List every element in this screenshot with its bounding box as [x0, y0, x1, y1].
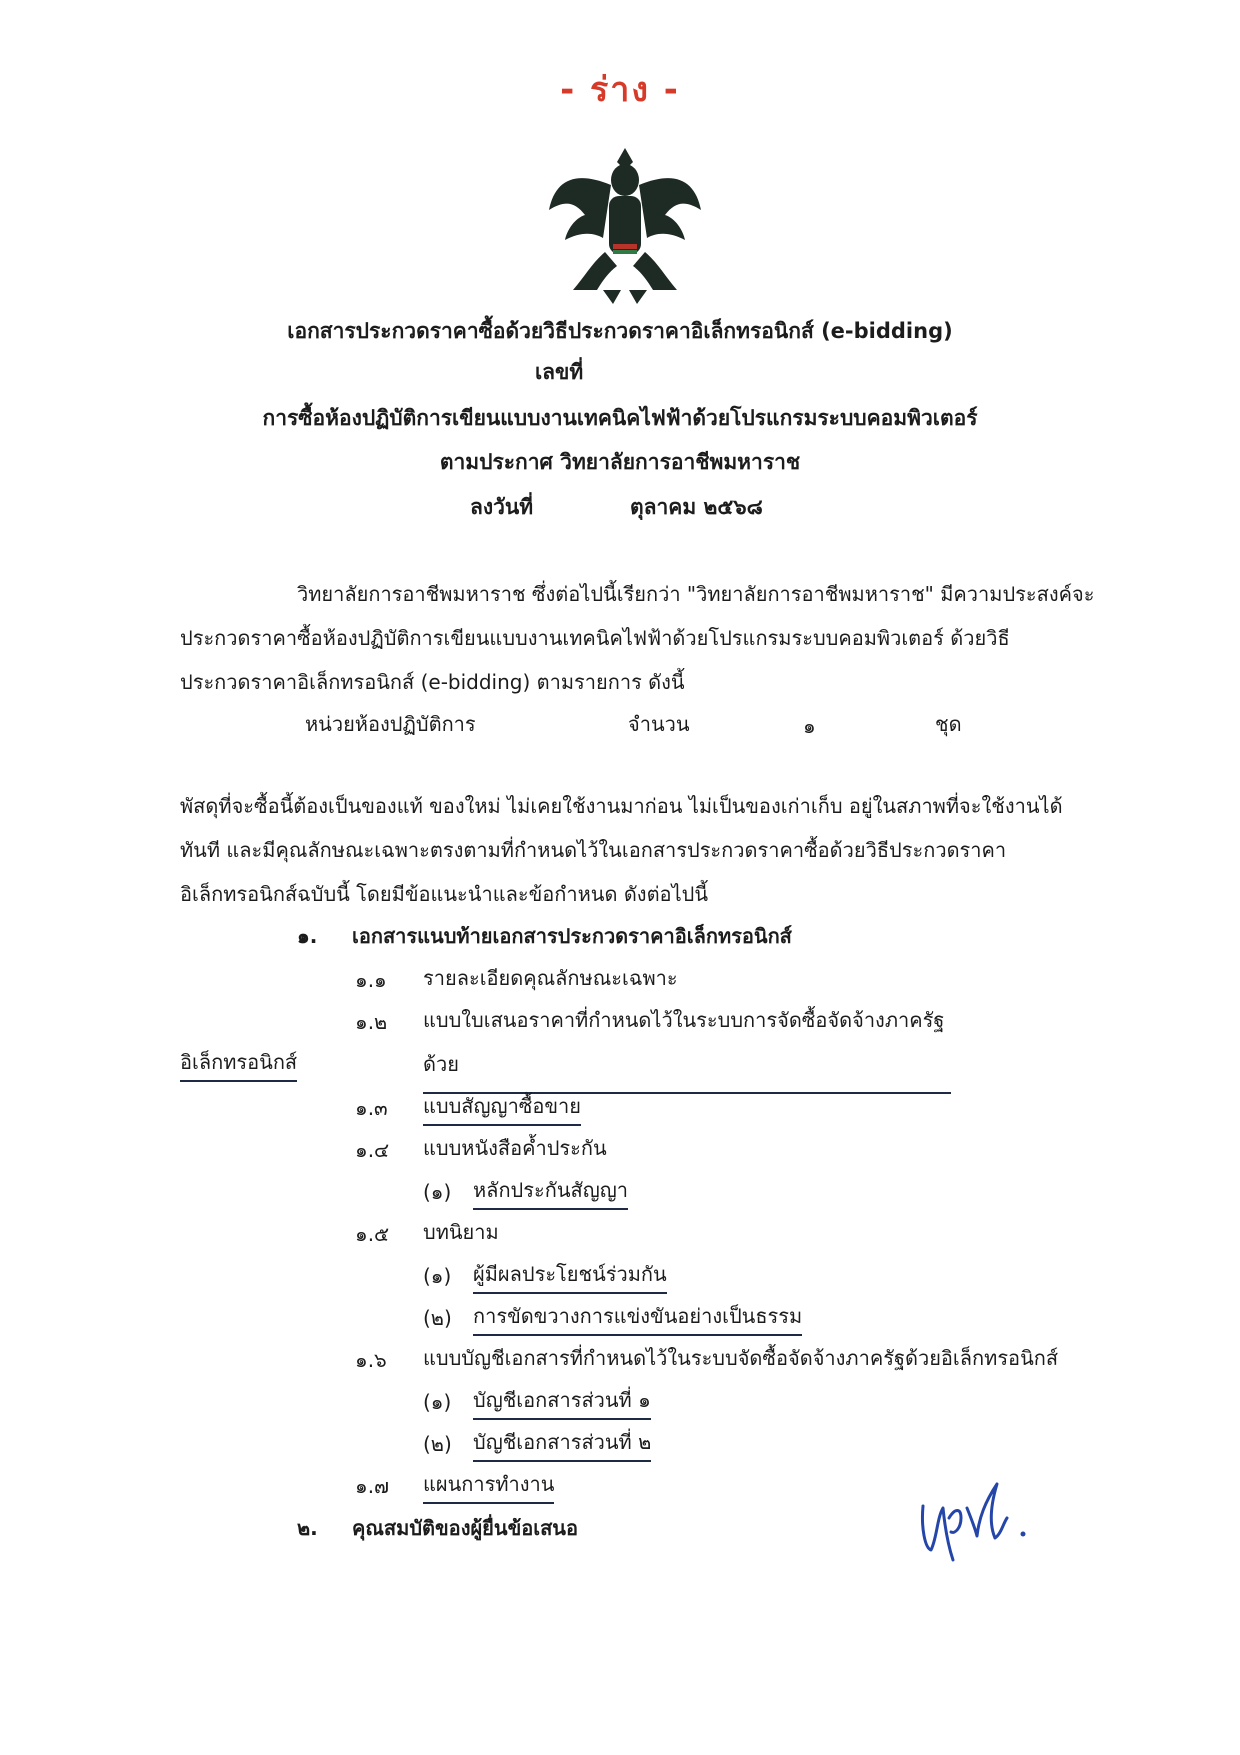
section-1-number: ๑.: [297, 924, 318, 948]
item-1-5-1-link[interactable]: [473, 1252, 667, 1296]
item-1-4-text: แบบหนังสือค้ำประกัน: [423, 1136, 607, 1160]
document-number-label: เลขที่: [535, 360, 584, 384]
item-1-2-text[interactable]: แบบใบเสนอราคาที่กำหนดไว้ในระบบการจัดซื้อจัดจ้างภาครัฐด้วย: [423, 998, 951, 1094]
conditions-line-1: พัสดุที่จะซื้อนี้ต้องเป็นของแท้ ของใหม่ ไม่เคยใช้งานมาก่อน ไม่เป็นของเก่าเก็บ อยู่ในสภาพที่จะใช้งานได้: [180, 794, 1063, 818]
section-1-title: เอกสารแนบท้ายเอกสารประกวดราคาอิเล็กทรอนิกส์: [352, 924, 792, 948]
item-1-5-2-number: (๒): [423, 1306, 452, 1330]
item-1-6-2-text[interactable]: บัญชีเอกสารส่วนที่ ๒: [473, 1430, 651, 1462]
item-1-7-text[interactable]: แผนการทำงาน: [423, 1472, 554, 1504]
signature-icon: [915, 1478, 1035, 1568]
item-1-6-1-number: (๑): [423, 1390, 452, 1414]
item-1-2-link-cont[interactable]: [180, 1040, 297, 1084]
item-1-6-text: แบบบัญชีเอกสารที่กำหนดไว้ในระบบจัดซื้อจัดจ้างภาครัฐด้วยอิเล็กทรอนิกส์: [423, 1346, 1059, 1370]
item-unit: ชุด: [935, 712, 962, 736]
intro-line-1: วิทยาลัยการอาชีพมหาราช ซึ่งต่อไปนี้เรียกว่า "วิทยาลัยการอาชีพมหาราช" มีความประสงค์จะ: [297, 582, 1095, 606]
item-1-1-text: รายละเอียดคุณลักษณะเฉพาะ: [423, 966, 678, 990]
document-subject: การซื้อห้องปฏิบัติการเขียนแบบงานเทคนิคไฟฟ้าด้วยโปรแกรมระบบคอมพิวเตอร์: [262, 406, 978, 430]
item-quantity-label: จำนวน: [628, 712, 690, 736]
item-1-6-1-text[interactable]: บัญชีเอกสารส่วนที่ ๑: [473, 1388, 651, 1420]
section-2-title: คุณสมบัติของผู้ยื่นข้อเสนอ: [352, 1516, 578, 1540]
item-1-3-link[interactable]: [423, 1084, 581, 1128]
intro-line-3: ประกวดราคาอิเล็กทรอนิกส์ (e-bidding) ตามรายการ ดังนี้: [180, 670, 685, 694]
item-1-6-number: ๑.๖: [355, 1348, 387, 1372]
item-1-6-2-number: (๒): [423, 1432, 452, 1456]
conditions-line-2: ทันที และมีคุณลักษณะเฉพาะตรงตามที่กำหนดไว้ในเอกสารประกวดราคาซื้อด้วยวิธีประกวดราคา: [180, 838, 1007, 862]
item-1-4-number: ๑.๔: [355, 1138, 390, 1162]
announcement-line: ตามประกาศ วิทยาลัยการอาชีพมหาราช: [439, 450, 801, 474]
item-1-3-text[interactable]: แบบสัญญาซื้อขาย: [423, 1094, 581, 1126]
item-1-5-2-link[interactable]: [473, 1294, 802, 1338]
item-name: หน่วยห้องปฏิบัติการ: [305, 712, 476, 736]
section-2-number: ๒.: [297, 1516, 318, 1540]
item-1-3-number: ๑.๓: [355, 1096, 388, 1120]
item-quantity: ๑: [803, 714, 816, 738]
item-1-1-number: ๑.๑: [355, 968, 387, 992]
item-1-7-number: ๑.๗: [355, 1474, 390, 1498]
item-1-2-text-cont[interactable]: อิเล็กทรอนิกส์: [180, 1050, 297, 1082]
date-value: ตุลาคม ๒๕๖๘: [630, 495, 763, 519]
item-1-6-2-link[interactable]: [473, 1420, 651, 1464]
item-1-2-link[interactable]: [423, 998, 951, 1094]
item-1-7-link[interactable]: [423, 1462, 554, 1506]
item-1-5-text: บทนิยาม: [423, 1220, 499, 1244]
date-label: ลงวันที่: [470, 495, 534, 519]
item-1-5-1-number: (๑): [423, 1264, 452, 1288]
item-1-4-1-link[interactable]: [473, 1168, 628, 1212]
conditions-line-3: อิเล็กทรอนิกส์ฉบับนี้ โดยมีข้อแนะนำและข้อกำหนด ดังต่อไปนี้: [180, 882, 708, 906]
item-1-5-1-text[interactable]: ผู้มีผลประโยชน์ร่วมกัน: [473, 1262, 667, 1294]
item-1-4-1-number: (๑): [423, 1180, 452, 1204]
intro-line-2: ประกวดราคาซื้อห้องปฏิบัติการเขียนแบบงานเทคนิคไฟฟ้าด้วยโปรแกรมระบบคอมพิวเตอร์ ด้วยวิธี: [180, 626, 1010, 650]
item-1-5-number: ๑.๕: [355, 1222, 390, 1246]
draft-label: - ร่าง -: [560, 70, 680, 110]
item-1-2-number: ๑.๒: [355, 1010, 388, 1034]
item-1-6-1-link[interactable]: [473, 1378, 651, 1422]
item-1-4-1-text[interactable]: หลักประกันสัญญา: [473, 1178, 628, 1210]
item-1-5-2-text[interactable]: การขัดขวางการแข่งขันอย่างเป็นธรรม: [473, 1304, 802, 1336]
document-title: เอกสารประกวดราคาซื้อด้วยวิธีประกวดราคาอิเล็กทรอนิกส์ (e-bidding): [287, 319, 953, 343]
garuda-emblem-icon: [545, 140, 705, 310]
